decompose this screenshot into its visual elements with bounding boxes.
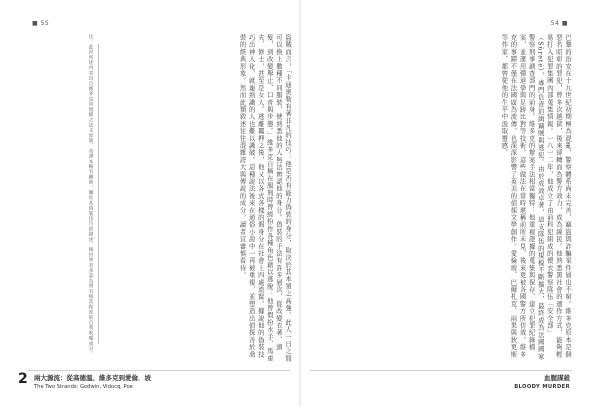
page-marker-icon: ■	[561, 20, 568, 27]
right-page-number: 54 ■	[550, 20, 568, 27]
left-page-number: ■ 55	[32, 20, 50, 27]
book-title-zh: 血腥謀殺	[544, 374, 570, 382]
page-marker-icon: ■	[32, 20, 39, 27]
page-gutter	[299, 0, 301, 407]
right-page	[310, 34, 572, 364]
right-footer-rule	[310, 370, 572, 371]
chapter-title-en: The Two Strands: Godwin, Vidocq, Poe	[34, 384, 133, 390]
left-page-body-text: 盜賊而言，「卡迪奧勒有著非凡的技巧：他是否有能力偽裝的身分，取決於其本領之高強。此人一日之間可以換上數種不同服裝，使熟悉他的人無法辨認他的身分。偽裝的手法有許多層次，從改變衣著、頭髮，到改變舉止、口音與步態。」維多克自稱在服刑時曾經扮作各種角色藉以逃脫：他曾假扮水手、馬車夫、修士，甚至是女人。逃離羈押之後，他又以各式各樣的假身分在社會上四處流竄。據說他的偽裝技巧出神入化，就連熟識的人也難以識破。這種說法後來在通俗小說中一再被重複，並塑造出偵探善於喬裝的經典形象。然而此類敘述往往混雜誇大與傳說的成分，讀者宜審慎看待。	[238, 34, 291, 363]
left-page	[30, 34, 292, 364]
chapter-number: 2	[18, 371, 28, 387]
chapter-title-zh: 兩大源流：從高德溫、維多克到愛倫．坡	[34, 374, 151, 382]
left-running-footer	[34, 373, 151, 390]
left-page-footnote: 注：此段所述內容出自維多克回憶錄之法文原版，英譯本略有刪節。關於其偽裝技巧的描述，後世學者多認為帶有相當程度的自我吹噓成分。	[88, 34, 93, 357]
right-page-body-text: 巴黎的治安在十九世紀初期極為混亂，警察體系尚未完善，竊盜與詐騙案件層出不窮。維多克原本是個惡名昭彰的罪犯，曾多次越獄，後來卻轉而為警方效力，成為線民。他熟悉黑社會的運作方式，能夠輕易打入犯罪集團內部蒐集情報。一八一二年，他成立了由前科犯組成的便衣警察隊伍「安全部」（Sûreté），專門負責追緝竊賊與逃犯。由於成效卓著，這支隊伍的規模不斷擴大，最終成為法國國家警察刑事調查部門的前身。維多克的辦案手法相當獨特：他重視證據的蒐集與保存，建立犯罪紀錄檔案，並運用彈道學與足跡比對等技術。這些做法在當時堪稱前所未見，後來更被各國警方所仿效。維多克的事蹟不僅在法國廣為流傳，也深深影響了英美的偵探文學創作。愛倫坡、巴爾札克、雨果與狄更斯等作家，都曾從他的生平中汲取靈感。	[500, 34, 571, 361]
footnote-divider	[98, 44, 99, 344]
right-running-footer	[514, 373, 570, 390]
book-title-en: BLOODY MURDER	[514, 384, 570, 390]
left-footer-rule	[28, 370, 290, 371]
